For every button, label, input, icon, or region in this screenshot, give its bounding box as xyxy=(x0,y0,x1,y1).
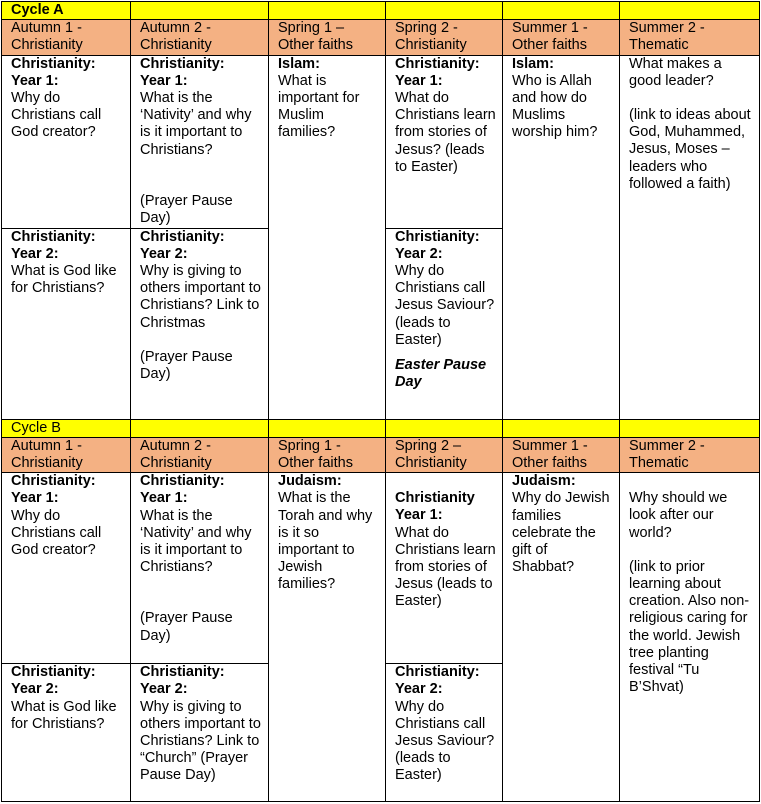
cycle-b-blank xyxy=(386,419,503,437)
cell-note: (Prayer Pause Day) xyxy=(140,192,233,227)
cell-note: Easter Pause Day xyxy=(395,357,487,391)
cycle-a-year1-row xyxy=(2,55,760,228)
cell-year: Year 2: xyxy=(395,681,443,698)
cycle-b-label: Cycle B xyxy=(2,419,131,437)
b-summer1-cell xyxy=(503,473,620,802)
cell-question: What is God like for Christians? xyxy=(11,698,117,732)
cycle-b-blank xyxy=(620,419,760,437)
b-autumn2-y2-cell xyxy=(131,664,269,802)
a-spring1-cell xyxy=(269,55,386,419)
cell-year: Year 1: xyxy=(140,490,188,507)
cell-note: (link to prior learning about creation. Also non-religious caring for the world. Jewish tree planting festival “Tu B’Shvat) xyxy=(629,558,750,696)
cell-question: Why do Christians call Jesus Saviour? (leads to Easter) xyxy=(395,698,495,784)
a-spring2-y1-cell xyxy=(386,55,503,228)
header-spring2: Spring 2 – Christianity xyxy=(386,437,503,472)
a-summer1-cell xyxy=(503,55,620,419)
cycle-a-blank xyxy=(269,2,386,20)
cell-year: Year 2: xyxy=(11,245,59,262)
cell-year: Year 1: xyxy=(140,72,188,89)
cell-note: (Prayer Pause Day) xyxy=(140,348,233,383)
cell-year: Year 2: xyxy=(11,681,59,698)
cell-question: What is God like for Christians? xyxy=(11,263,117,297)
cell-title: Christianity: xyxy=(140,228,225,245)
a-autumn2-y2-cell xyxy=(131,228,269,419)
cell-title: Judaism: xyxy=(278,473,342,490)
cell-year: Year 2: xyxy=(140,681,188,698)
cycle-a-blank xyxy=(386,2,503,20)
header-summer2: Summer 2 - Thematic xyxy=(620,437,760,472)
cell-question: What do Christians learn from stories of Jesus (leads to Easter) xyxy=(395,524,496,610)
b-summer2-cell xyxy=(620,473,760,802)
cycle-b-year1-row xyxy=(2,473,760,664)
cell-title: Christianity: xyxy=(395,664,480,681)
b-spring2-y2-cell xyxy=(386,664,503,802)
cycle-b-blank xyxy=(269,419,386,437)
header-autumn2: Autumn 2 - Christianity xyxy=(131,20,269,55)
a-autumn1-y1-cell xyxy=(2,55,131,228)
cell-title: Islam: xyxy=(278,55,320,72)
cell-year: Year 1: xyxy=(11,72,59,89)
cell-question: What is the ‘Nativity’ and why is it important to Christians? xyxy=(140,90,252,158)
cycle-a-blank xyxy=(620,2,760,20)
cell-year: Year 1: xyxy=(395,507,443,524)
b-autumn1-y1-cell xyxy=(2,473,131,664)
b-autumn1-y2-cell xyxy=(2,664,131,802)
cell-question: What makes a good leader? xyxy=(629,55,722,89)
cycle-a-blank xyxy=(503,2,620,20)
header-autumn1: Autumn 1 - Christianity xyxy=(2,437,131,472)
curriculum-table xyxy=(1,1,760,802)
cell-question: Why do Christians call Jesus Saviour? (leads to Easter) xyxy=(395,263,495,348)
cell-question: What is important for Muslim families? xyxy=(278,72,360,141)
cycle-a-row xyxy=(2,2,760,20)
a-spring2-y2-cell xyxy=(386,228,503,419)
cell-title: Islam: xyxy=(512,55,554,72)
cell-title: Christianity: xyxy=(11,55,96,72)
cell-question: Why do Christians call God creator? xyxy=(11,90,102,141)
cell-question: Why is giving to others important to Christians? Link to “Church” (Prayer Pause Day) xyxy=(140,698,261,784)
cell-title: Christianity: xyxy=(395,55,480,72)
cycle-a-label: Cycle A xyxy=(2,2,131,20)
cell-title: Christianity: xyxy=(11,473,96,490)
header-summer1: Summer 1 - Other faiths xyxy=(503,437,620,472)
header-summer2: Summer 2 - Thematic xyxy=(620,20,760,55)
cell-year: Year 1: xyxy=(11,490,59,507)
cell-title: Christianity: xyxy=(140,55,225,72)
a-autumn1-y2-cell xyxy=(2,228,131,419)
cell-question: What do Christians learn from stories of Jesus? (leads to Easter) xyxy=(395,90,496,175)
b-autumn2-y1-cell xyxy=(131,473,269,664)
a-autumn2-y1-cell xyxy=(131,55,269,228)
cell-year: Year 2: xyxy=(140,245,188,262)
cell-title: Christianity: xyxy=(11,664,96,681)
cell-note: (link to ideas about God, Muhammed, Jesus, Moses – leaders who followed a faith) xyxy=(629,107,751,192)
cell-year: Year 1: xyxy=(395,72,443,89)
cell-title: Christianity: xyxy=(395,228,480,245)
cycle-a-header-row xyxy=(2,20,760,55)
cycle-b-header-row xyxy=(2,437,760,472)
cycle-a-blank xyxy=(131,2,269,20)
cell-title: Christianity: xyxy=(11,228,96,245)
cell-note: (Prayer Pause Day) xyxy=(140,610,233,644)
cell-title: Christianity xyxy=(395,490,475,507)
header-autumn1: Autumn 1 - Christianity xyxy=(2,20,131,55)
cell-title: Christianity: xyxy=(140,473,225,490)
header-spring1: Spring 1 - Other faiths xyxy=(269,437,386,472)
cell-question: Why do Christians call God creator? xyxy=(11,507,102,559)
cycle-b-blank xyxy=(131,419,269,437)
header-spring2: Spring 2 - Christianity xyxy=(386,20,503,55)
header-summer1: Summer 1 - Other faiths xyxy=(503,20,620,55)
header-spring1: Spring 1 – Other faiths xyxy=(269,20,386,55)
b-spring2-y1-cell xyxy=(386,473,503,664)
cell-question: What is the ‘Nativity’ and why is it important to Christians? xyxy=(140,507,252,576)
cell-question: Why do Jewish families celebrate the gift of Shabbat? xyxy=(512,490,610,576)
cell-year: Year 2: xyxy=(395,245,443,262)
cycle-b-row xyxy=(2,419,760,437)
cycle-b-blank xyxy=(503,419,620,437)
b-spring1-cell xyxy=(269,473,386,802)
cell-question: What is the Torah and why is it so important to Jewish families? xyxy=(278,490,373,593)
a-summer2-cell xyxy=(620,55,760,419)
cell-question: Who is Allah and how do Muslims worship him? xyxy=(512,72,598,141)
cell-title: Judaism: xyxy=(512,473,576,490)
cell-question: Why is giving to others important to Christians? Link to Christmas xyxy=(140,263,261,331)
header-autumn2: Autumn 2 - Christianity xyxy=(131,437,269,472)
cell-title: Christianity: xyxy=(140,664,225,681)
cell-question: Why should we look after our world? xyxy=(629,490,728,541)
